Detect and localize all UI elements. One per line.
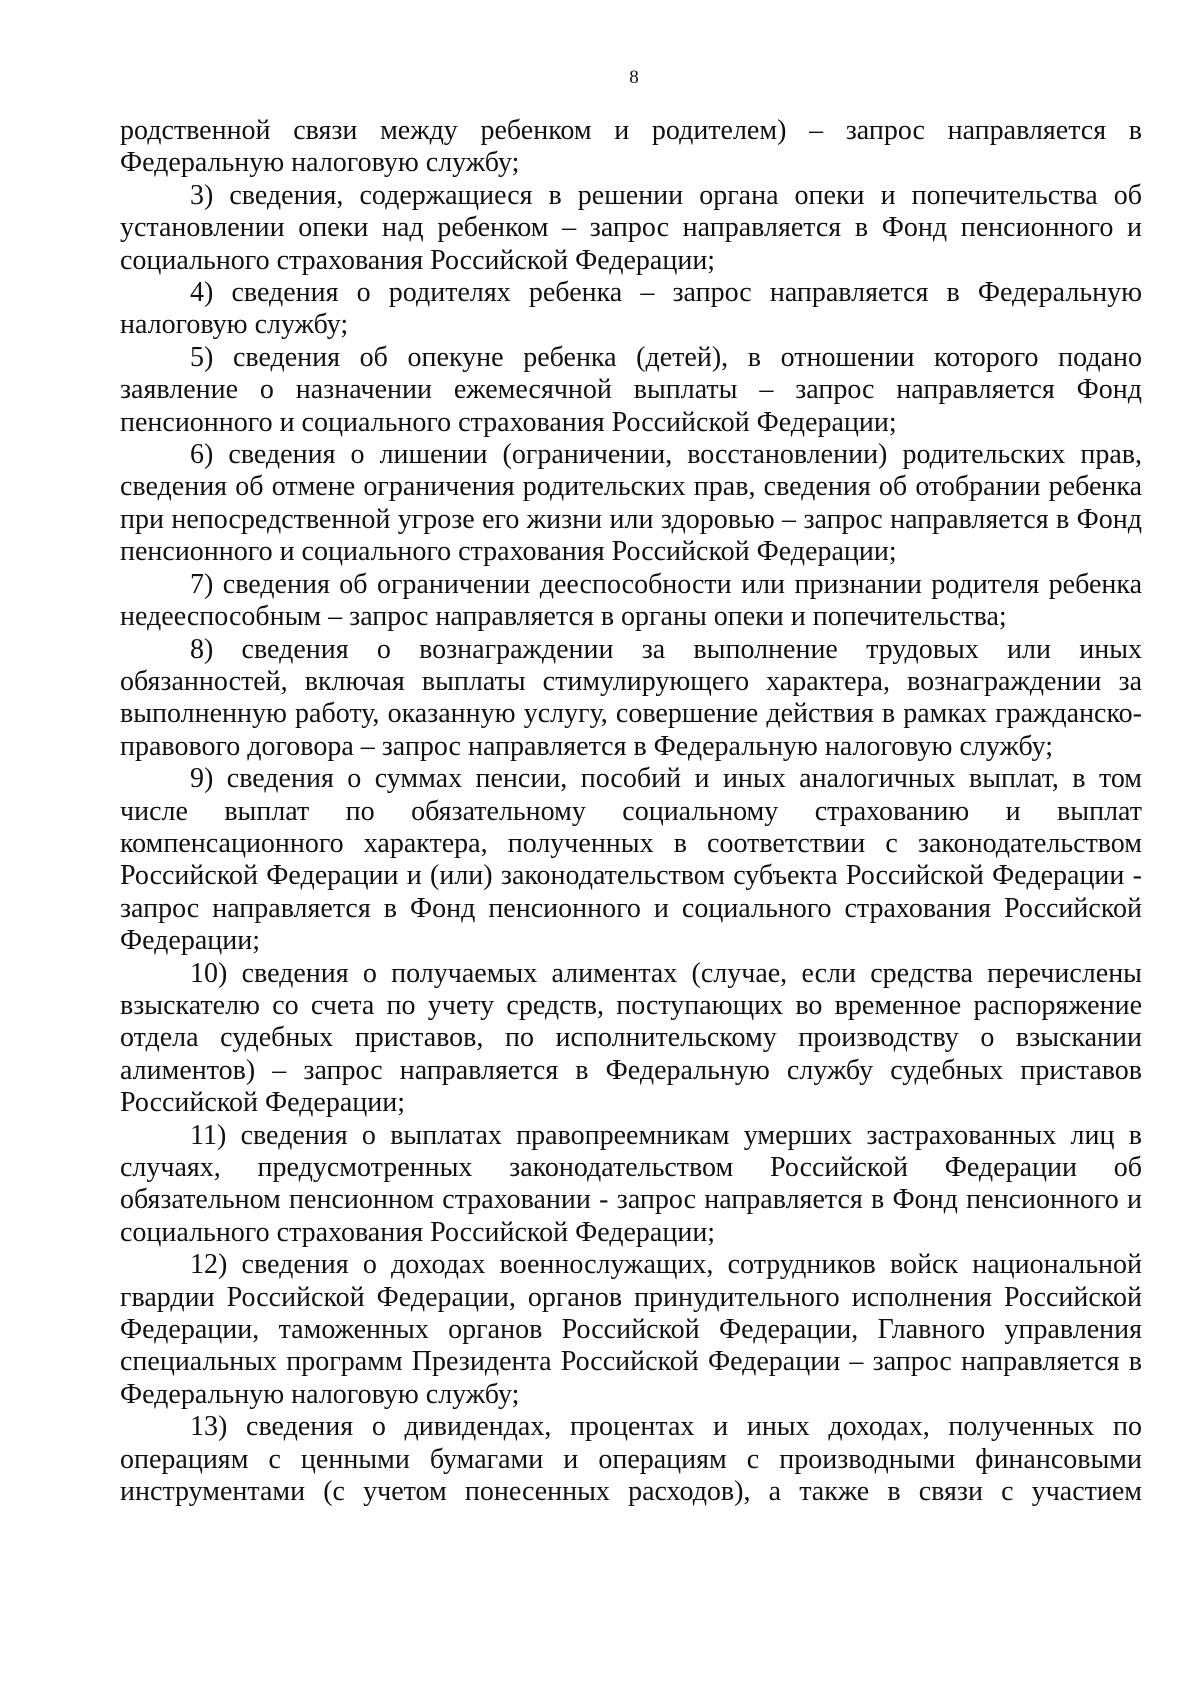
paragraph-item-9: 9) сведения о суммах пенсии, пособий и иных аналогичных выплат, в том числе выплат по обязательному социальному страхованию и выплат компенсационного характера, полученных в соответствии с законодательством Российской Федерации и (или) законодательством субъекта Российской Федерации - запрос направляется в Фонд пенсионного и социального страхования Российской Федерации; bbox=[120, 763, 1142, 957]
document-body bbox=[120, 115, 1142, 1508]
paragraph-item-3: 3) сведения, содержащиеся в решении органа опеки и попечительства об установлении опеки над ребенком – запрос направляется в Фонд пенсионного и социального страхования Российской Федерации; bbox=[120, 179, 1142, 276]
paragraph-item-5: 5) сведения об опекуне ребенка (детей), в отношении которого подано заявление о назначении ежемесячной выплаты – запрос направляется Фонд пенсионного и социального страхования Российской Федерации; bbox=[120, 341, 1142, 438]
page-number: 8 bbox=[629, 67, 639, 88]
paragraph-item-6: 6) сведения о лишении (ограничении, восстановлении) родительских прав, сведения об отмене ограничения родительских прав, сведения об отобрании ребенка при непосредственной угрозе его жизни или здоровью – запрос направляется в Фонд пенсионного и социального страхования Российской Федерации; bbox=[120, 439, 1142, 568]
paragraph-item-12: 12) сведения о доходах военнослужащих, сотрудников войск национальной гвардии Российской Федерации, органов принудительного исполнения Российской Федерации, таможенных органов Российской Федерации, Главного управления специальных программ Президента Российской Федерации – запрос направляется в Федеральную налоговую службу; bbox=[120, 1249, 1142, 1410]
paragraph-item-11: 11) сведения о выплатах правопреемникам умерших застрахованных лиц в случаях, предусмотренных законодательством Российской Федерации об обязательном пенсионном страховании - запрос направляется в Фонд пенсионного и социального страхования Российской Федерации; bbox=[120, 1119, 1142, 1248]
paragraph-item-8: 8) сведения о вознаграждении за выполнение трудовых или иных обязанностей, включая выплаты стимулирующего характера, вознаграждении за выполненную работу, оказанную услугу, совершение действия в рамках гражданско-правового договора – запрос направляется в Федеральную налоговую службу; bbox=[120, 633, 1142, 762]
paragraph-item-10: 10) сведения о получаемых алиментах (случае, если средства перечислены взыскателю со счета по учету средств, поступающих во временное распоряжение отдела судебных приставов, по исполнительскому производству о взыскании алиментов) – запрос направляется в Федеральную службу судебных приставов Российской Федерации; bbox=[120, 957, 1142, 1119]
paragraph-item-7: 7) сведения об ограничении дееспособности или признании родителя ребенка недееспособным – запрос направляется в органы опеки и попечительства; bbox=[120, 568, 1142, 633]
paragraph-item-4: 4) сведения о родителях ребенка – запрос направляется в Федеральную налоговую службу; bbox=[120, 277, 1142, 341]
paragraph-continuation: родственной связи между ребенком и родителем) – запрос направляется в Федеральную налоговую службу; bbox=[120, 115, 1142, 179]
paragraph-item-13: 13) сведения о дивидендах, процентах и иных доходах, полученных по операциям с ценными бумагами и операциям с производными финансовыми инструментами (с учетом понесенных расходов), а также в связи с участием bbox=[120, 1411, 1142, 1508]
